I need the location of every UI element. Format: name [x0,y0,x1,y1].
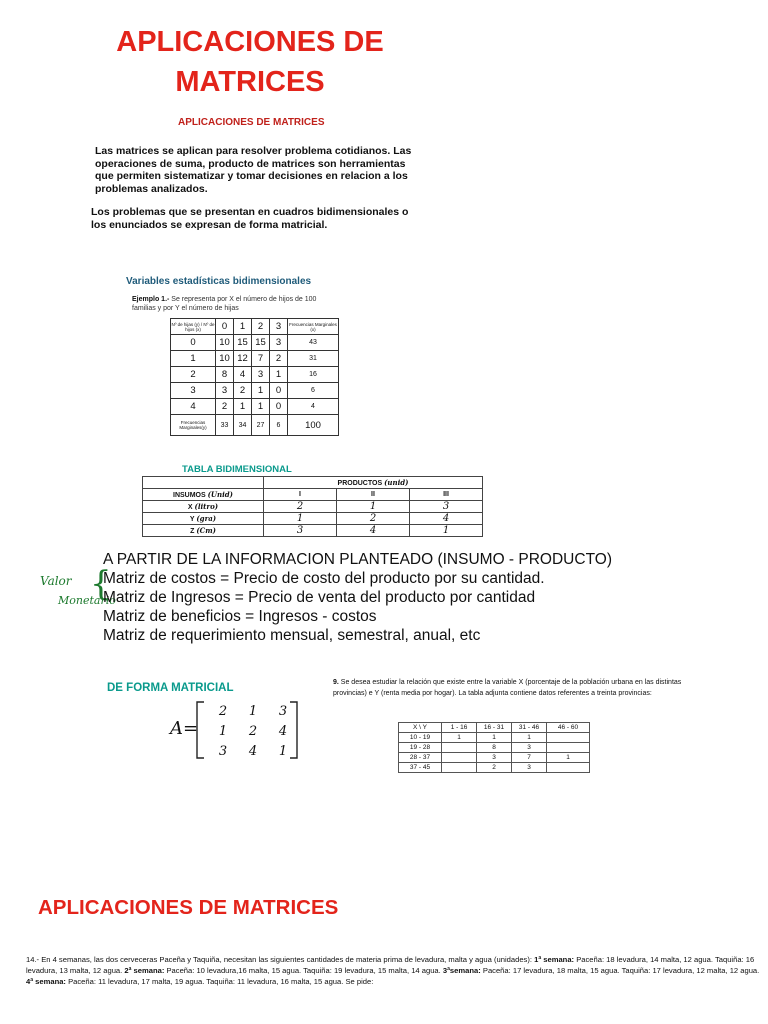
table-cell: 10 - 19 [399,733,442,743]
problem-9-table [398,722,590,773]
table-cell: 1 [252,383,270,399]
p14-part: 14.- En 4 semanas, las dos cerveceras Paceña y Taquiña, necesitan las siguientes cantidades de materia prima de levadura, malta y agua (unidades): [26,955,532,964]
stats-corner: Nº de hijas (y) / Nº de hijos (x) [171,319,216,335]
stats-example-text: Se representa por X el número de hijos de 100 familias y por Y el número de hijas [132,296,317,312]
list-item: A PARTIR DE LA INFORMACION PLANTEADO (INSUMO - PRODUCTO) [103,551,612,568]
problem-14 [26,954,762,988]
stats-foot-label: Frecuencias Marginales(y) [171,415,216,436]
intro-paragraph-1: Las matrices se aplican para resolver problema cotidianos. Las operaciones de suma, producto de matrices son herramientas que permiten sistematizar y tomar decisiones en relacion a los problemas analizados. [95,145,412,195]
bidim-row-label: Z [190,528,195,535]
table-cell: 4 [410,513,483,525]
table-cell: 1 [337,501,410,513]
stats-marg: 43 [288,335,339,351]
bidim-insumos [143,489,264,501]
p14-week: 1ª semana: [534,955,575,964]
stats-table [170,318,339,436]
table-row [171,335,339,351]
table-cell: 28 - 37 [399,753,442,763]
matrix-body [208,702,298,762]
stats-col-header: 0 [216,319,234,335]
title-line-1: APLICACIONES DE [116,26,384,58]
table-row [399,733,590,743]
p14-week: 2ª semana: [124,966,165,976]
table-row [399,743,590,753]
table-cell: 1 [547,753,590,763]
table-cell: 3 [512,743,547,753]
bidim-row-label: Y [189,516,195,523]
table-cell: 3 [216,383,234,399]
stats-foot: 6 [270,415,288,436]
page-title [0,22,500,102]
stats-x: 2 [171,367,216,383]
stats-col-header: 2 [252,319,270,335]
matrix-title: DE FORMA MATRICIAL [107,682,234,694]
table-cell: 10 [216,351,234,367]
bidim-title: TABLA BIDIMENSIONAL [182,464,292,475]
intro-paragraph-2: Los problemas que se presentan en cuadros bidimensionales o los enunciados se expresan de forma matricial. [91,206,409,231]
table-cell: 4 [234,367,252,383]
table-cell: 2 [216,399,234,415]
stats-x: 4 [171,399,216,415]
table-cell: 2 [234,383,252,399]
table-cell: 2 [270,351,288,367]
p9-header: 46 - 60 [547,723,590,733]
table-cell: 4 [337,525,410,537]
bidim-table [142,476,483,537]
matrix-cell: 4 [278,724,288,739]
table-cell: 3 [477,753,512,763]
table-cell: 1 [442,733,477,743]
table-row [171,383,339,399]
table-cell: 37 - 45 [399,763,442,773]
table-cell: 0 [270,399,288,415]
list-item: Matriz de Ingresos = Precio de venta del producto por cantidad [103,589,536,606]
table-row [171,367,339,383]
stats-col-header: 3 [270,319,288,335]
note-monetario: Monetario [58,594,116,607]
title-line-2: MATRICES [175,66,325,98]
stats-total: 100 [288,415,339,436]
table-cell: 0 [270,383,288,399]
table-cell: 10 [216,335,234,351]
p14-week: 3ªsemana: [442,966,481,976]
problem-9-text: Se desea estudiar la relación que existe entre la variable X (porcentaje de la población urbana en las distintas provincias) e Y (renta media por hogar). La tabla adjunta contiene datos referentes a treinta provincias: [333,679,682,697]
table-row [399,753,590,763]
bidim-productos-label: PRODUCTOS [337,480,383,487]
matrix-row [208,742,298,762]
table-cell: 19 - 28 [399,743,442,753]
p9-header: 16 - 31 [477,723,512,733]
matrix-cell: 1 [218,724,228,739]
table-cell [442,743,477,753]
stats-x: 0 [171,335,216,351]
bidim-row-unit: (gra) [196,514,217,523]
table-cell: 1 [270,367,288,383]
matrix-row [208,702,298,722]
table-cell: 7 [512,753,547,763]
table-row [171,415,339,436]
stats-foot: 33 [216,415,234,436]
stats-x: 1 [171,351,216,367]
table-cell: 1 [477,733,512,743]
note-valor: Valor [40,574,72,588]
matrix-cell: 2 [248,724,258,739]
matrices-list [103,550,612,645]
table-cell: 1 [234,399,252,415]
table-cell: 3 [270,335,288,351]
list-item: Matriz de beneficios = Ingresos - costos [103,608,377,625]
bidim-productos [264,477,483,489]
list-item: Matriz de requerimiento mensual, semestral, anual, etc [103,627,481,644]
p14-week: 4ª semana: [26,977,66,987]
table-cell: 3 [410,501,483,513]
table-cell: 2 [264,501,337,513]
table-cell: 3 [252,367,270,383]
stats-title: Variables estadísticas bidimensionales [126,276,312,287]
table-row [399,763,590,773]
matrix-cell: 4 [248,744,258,759]
table-cell [442,763,477,773]
table-cell: 3 [512,763,547,773]
matrix-label: A= [170,718,199,739]
table-cell: 2 [337,513,410,525]
bidim-row-unit: (Cm) [196,526,216,535]
p14-part: Paceña: 18 levadura, 14 malta, 12 agua. Taquiña: 16 levadura, 13 malta, 12 agua. [26,955,755,976]
stats-foot: 27 [252,415,270,436]
stats-example-prefix: Ejemplo 1.- [132,296,170,303]
matrix-cell: 2 [218,704,228,719]
matrix-cell: 1 [278,744,288,759]
stats-marg: 4 [288,399,339,415]
p14-part: Se pide: [345,977,374,987]
table-cell [547,733,590,743]
table-cell [547,743,590,753]
table-cell: 1 [264,513,337,525]
table-cell: 8 [216,367,234,383]
stats-foot: 34 [234,415,252,436]
table-cell: 1 [252,399,270,415]
stats-marg-header: Frecuencias Marginales (x) [288,319,339,335]
section-title-2: APLICACIONES DE MATRICES [38,896,339,919]
p14-part: Paceña: 11 levadura, 17 malta, 19 agua. Taquiña: 11 levadura, 16 malta, 15 agua. [68,977,344,987]
p9-header: X \ Y [399,723,442,733]
stats-marg: 31 [288,351,339,367]
matrix-cell: 3 [218,744,228,759]
bidim-productos-note: (unid) [384,478,409,487]
stats-marg: 16 [288,367,339,383]
table-cell: 1 [512,733,547,743]
p14-part: Paceña: 10 levadura,16 malta, 15 agua. Taquiña: 19 levadura, 15 malta, 14 agua. [166,966,441,976]
stats-x: 3 [171,383,216,399]
p14-part: Paceña: 17 levadura, 18 malta, 15 agua. Taquiña: 17 levadura, 12 malta, 12 agua. [482,966,760,976]
table-cell [547,763,590,773]
bidim-row-label: X [187,504,193,511]
problem-9 [333,677,705,699]
matrix-cell: 1 [248,704,258,719]
table-row [143,513,483,525]
table-cell [442,753,477,763]
table-cell: 8 [477,743,512,753]
matrix-cell: 3 [278,704,288,719]
stats-col-header: 1 [234,319,252,335]
bidim-col: III [410,489,483,501]
table-row [171,399,339,415]
table-cell: 15 [234,335,252,351]
table-row [143,501,483,513]
list-item: Matriz de costos = Precio de costo del producto por su cantidad. [103,570,545,587]
table-cell: 3 [264,525,337,537]
bidim-insumos-label: INSUMOS [173,492,206,499]
intro-subtitle: APLICACIONES DE MATRICES [178,117,325,128]
stats-example [132,295,337,313]
bidim-col: I [264,489,337,501]
table-row [171,351,339,367]
table-cell: 15 [252,335,270,351]
p9-header: 31 - 46 [512,723,547,733]
table-cell: 2 [477,763,512,773]
p9-header: 1 - 16 [442,723,477,733]
note-brace: { [90,564,112,604]
table-row [143,525,483,537]
bidim-col: II [337,489,410,501]
stats-marg: 6 [288,383,339,399]
bidim-row-unit: (litro) [194,502,219,511]
table-cell: 7 [252,351,270,367]
table-cell: 12 [234,351,252,367]
bidim-insumos-note: (Unid) [207,490,233,499]
matrix-row [208,722,298,742]
table-cell: 1 [410,525,483,537]
problem-9-number: 9. [333,679,339,686]
